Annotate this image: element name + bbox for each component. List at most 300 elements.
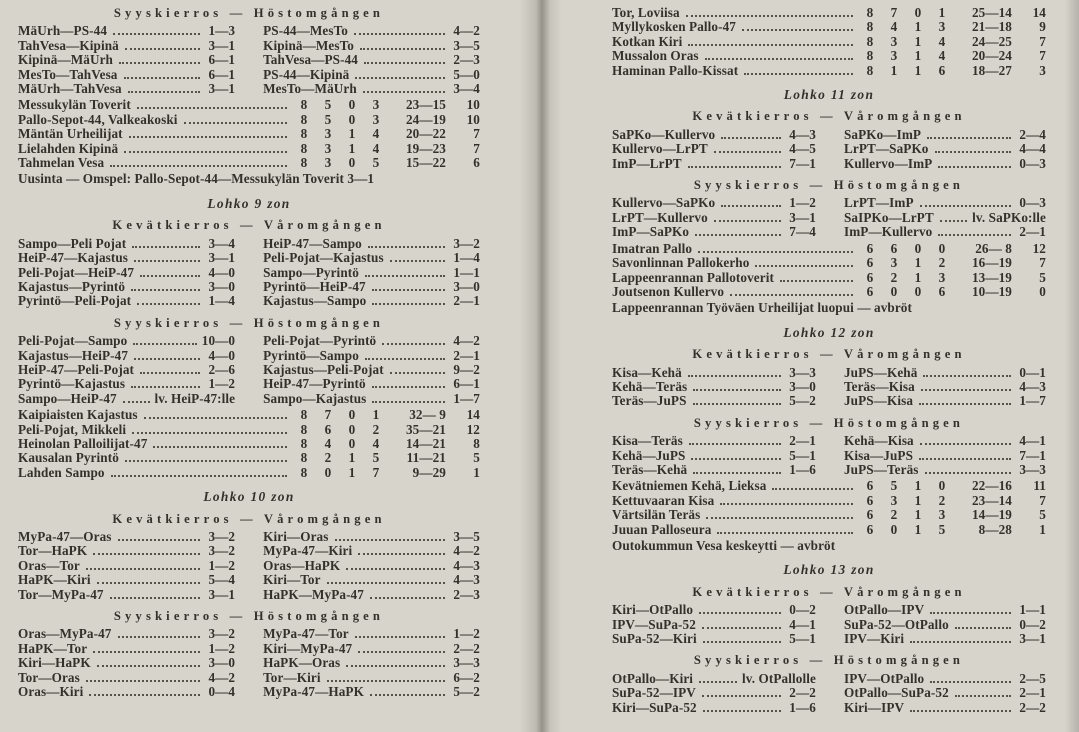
leader-dots — [714, 220, 781, 222]
match-list — [18, 530, 480, 602]
match-score: 2—4 — [1019, 126, 1046, 142]
stat-played: 6 — [866, 240, 874, 256]
stat-lost: 0 — [938, 240, 946, 256]
team-pair: Sampo—Peli Pojat — [18, 235, 127, 251]
leader-dots — [703, 710, 781, 712]
standings-row — [612, 494, 1046, 508]
stat-points: 12 — [1032, 240, 1046, 256]
match-row — [612, 618, 1046, 632]
round-header: Kevätkierros — Våromgången — [692, 109, 966, 124]
match-col-right — [263, 685, 480, 699]
zone-header: Lohko 12 zon — [783, 324, 875, 340]
match-score: 3—0 — [208, 278, 236, 294]
match-row — [18, 24, 480, 38]
leader-dots — [772, 488, 853, 490]
team-pair: Tor—Kiri — [263, 669, 321, 685]
leader-dots — [955, 695, 1011, 697]
team-pair: Kipinä—MesTo — [263, 37, 354, 53]
leader-dots — [354, 33, 445, 35]
stat-won: 6 — [890, 240, 898, 256]
stat-points: 7 — [1039, 255, 1046, 271]
match-row — [18, 280, 480, 294]
match-score: 1—3 — [208, 23, 236, 39]
team-pair: HeiP-47—Peli-Pojat — [18, 361, 135, 377]
leader-dots — [780, 280, 853, 282]
match-col-right — [263, 544, 480, 558]
match-list — [18, 24, 480, 96]
match-score: 2—6 — [208, 361, 236, 377]
stat-drawn: 0 — [914, 5, 922, 20]
match-list — [612, 128, 1046, 171]
match-score: 1—2 — [208, 640, 236, 656]
team-pair: LrPT—ImP — [843, 195, 914, 211]
stat-won: 3 — [324, 140, 332, 156]
match-col-right — [263, 627, 480, 641]
team-name: Lappeenrannan Pallotoverit — [612, 269, 774, 285]
match-score: 2—1 — [1019, 224, 1046, 240]
stat-points: 5 — [1039, 269, 1046, 285]
team-pair: Teräs—Kisa — [843, 378, 915, 394]
stat-lost: 2 — [938, 255, 946, 271]
team-pair: Peli-Pojat—HeiP-47 — [18, 264, 135, 280]
stat-lost: 4 — [938, 33, 946, 49]
leader-dots — [925, 472, 1012, 474]
leader-dots — [699, 612, 781, 614]
leader-dots — [97, 582, 200, 584]
match-col-left — [18, 82, 235, 96]
leader-dots — [355, 77, 445, 79]
match-row — [18, 627, 480, 641]
stat-lost: 5 — [372, 450, 380, 466]
stat-played: 8 — [300, 126, 308, 142]
match-score: 5—1 — [789, 447, 816, 463]
leader-dots — [920, 443, 1011, 445]
match-score: 1—2 — [453, 626, 480, 642]
stat-points: 10 — [466, 97, 480, 113]
stat-won: 3 — [890, 492, 898, 508]
match-col-left — [18, 334, 235, 348]
team-pair: Teräs—Kehä — [612, 461, 688, 477]
standings-row — [612, 64, 1046, 78]
team-pair: Kiri—SuPa-52 — [612, 699, 697, 715]
stat-lost: 3 — [938, 19, 946, 35]
team-pair: LrPT—Kullervo — [612, 209, 708, 225]
team-pair: Pyrintö—Kajastus — [18, 376, 126, 392]
match-col-right — [263, 392, 480, 406]
team-name: Lahden Sampo — [18, 464, 105, 480]
leader-dots — [930, 681, 1011, 683]
stat-goals: 21—18 — [971, 19, 1012, 35]
leader-dots — [137, 303, 200, 305]
leader-dots — [89, 694, 200, 696]
team-pair: LrPT—SaPKo — [843, 141, 929, 157]
stat-lost: 6 — [938, 62, 946, 78]
match-row — [18, 671, 480, 685]
round-header: Kevätkierros — Våromgången — [692, 584, 966, 599]
team-pair: SaPKo—ImP — [843, 126, 922, 142]
stat-won: 7 — [890, 5, 898, 20]
stat-lost: 7 — [372, 464, 380, 480]
match-score: 3—3 — [789, 364, 816, 380]
stat-played: 8 — [866, 48, 874, 64]
match-score: 6—1 — [208, 66, 236, 82]
stat-goals: 26— 8 — [975, 240, 1012, 256]
team-pair: Peli-Pojat—Kajastus — [263, 250, 384, 266]
leader-dots — [132, 432, 287, 434]
match-col-right — [844, 142, 1046, 156]
match-score: 2—3 — [453, 586, 480, 602]
match-score: 2—1 — [453, 293, 480, 309]
match-row — [18, 642, 480, 656]
match-score: 6—1 — [453, 376, 480, 392]
team-name: Messukylän Toverit — [18, 97, 131, 113]
match-col-left — [612, 225, 816, 239]
team-name: Heinolan Palloilijat-47 — [18, 435, 148, 451]
standings-row — [18, 423, 480, 437]
team-pair: SaPKo—Kullervo — [612, 126, 716, 142]
stat-points: 11 — [1033, 478, 1046, 494]
stat-points: 0 — [1039, 283, 1046, 299]
stat-lost: 5 — [938, 521, 946, 537]
stat-drawn: 1 — [914, 48, 922, 64]
match-row — [612, 225, 1046, 239]
match-row — [612, 434, 1046, 448]
zone-header: Lohko 9 zon — [207, 195, 291, 211]
match-row — [612, 366, 1046, 380]
team-pair: Kajastus—Sampo — [263, 293, 367, 309]
leader-dots — [688, 166, 781, 168]
team-pair: Kullervo—SaPKo — [612, 195, 716, 211]
team-name: Joutsenon Kullervo — [612, 283, 725, 299]
match-col-left — [18, 392, 235, 406]
leader-dots — [365, 275, 445, 277]
leader-dots — [364, 62, 445, 64]
team-name: Juuan Palloseura — [612, 521, 712, 537]
round-header: Syyskierros — Höstomgången — [693, 415, 965, 430]
leader-dots — [124, 151, 287, 153]
team-name: Kevätniemen Kehä, Lieksa — [612, 478, 767, 494]
match-col-left — [18, 530, 235, 544]
leader-dots — [184, 122, 287, 124]
stat-goals: 25—14 — [971, 5, 1012, 20]
match-score: 2—2 — [789, 685, 816, 701]
match-score: 4—5 — [789, 141, 816, 157]
match-score: 3—1 — [208, 250, 236, 266]
match-score: 3—5 — [453, 37, 480, 53]
match-score: lv. HeiP-47:lle — [154, 390, 236, 406]
team-name: Tor, Loviisa — [612, 5, 680, 20]
match-col-right — [263, 588, 480, 602]
stat-lost: 4 — [372, 435, 380, 451]
team-name: Kettuvaaran Kisa — [612, 492, 715, 508]
team-pair: Kajastus—Peli-Pojat — [263, 361, 384, 377]
stat-lost: 5 — [372, 155, 380, 171]
match-col-right — [263, 68, 480, 82]
match-score: 0—3 — [1019, 155, 1046, 171]
team-name: Myllykosken Pallo-47 — [612, 19, 736, 35]
leader-dots — [123, 401, 150, 403]
leader-dots — [390, 372, 445, 374]
match-row — [18, 544, 480, 558]
stat-played: 8 — [866, 5, 874, 20]
leader-dots — [346, 665, 445, 667]
stat-lost: 1 — [938, 5, 946, 20]
stat-won: 3 — [890, 48, 898, 64]
stat-drawn: 0 — [348, 97, 356, 113]
leader-dots — [140, 372, 200, 374]
stat-won: 3 — [890, 33, 898, 49]
match-col-left — [612, 686, 816, 700]
match-score: 1—7 — [1019, 393, 1046, 409]
team-pair: HaPK—Kiri — [18, 572, 91, 588]
leader-dots — [370, 694, 445, 696]
stat-drawn: 1 — [348, 464, 356, 480]
match-col-left — [612, 618, 816, 632]
stat-won: 5 — [324, 97, 332, 113]
team-pair: Oras—Tor — [18, 557, 80, 573]
match-row — [612, 128, 1046, 142]
match-col-right — [263, 377, 480, 391]
stat-lost: 2 — [372, 421, 380, 437]
leader-dots — [382, 343, 445, 345]
team-pair: Kiri—OtPallo — [612, 602, 694, 618]
team-pair: IPV—Kiri — [843, 631, 905, 647]
match-col-left — [18, 559, 235, 573]
match-score: 2—1 — [1019, 685, 1046, 701]
stat-played: 8 — [300, 97, 308, 113]
leader-dots — [125, 460, 287, 462]
match-score: 4—3 — [1019, 378, 1046, 394]
match-col-right — [263, 363, 480, 377]
leader-dots — [910, 641, 1011, 643]
standings-row — [18, 98, 480, 112]
stat-points: 12 — [466, 421, 480, 437]
round-header: Kevätkierros — Våromgången — [692, 347, 966, 362]
leader-dots — [363, 91, 445, 93]
leader-dots — [919, 458, 1011, 460]
round-header: Kevätkierros — Våromgången — [112, 511, 386, 526]
leader-dots — [370, 597, 445, 599]
match-col-right — [263, 642, 480, 656]
match-col-right — [844, 196, 1046, 210]
team-pair: Kisa—Teräs — [612, 433, 683, 449]
leader-dots — [730, 294, 853, 296]
standings-row — [612, 6, 1046, 20]
leader-dots — [97, 665, 200, 667]
match-score: 3—4 — [208, 235, 236, 251]
match-score: 1—2 — [789, 195, 816, 211]
standings-row — [18, 142, 480, 156]
stat-points: 7 — [1039, 492, 1046, 508]
team-pair: Kiri—Tor — [263, 572, 321, 588]
team-pair: JuPS—Teräs — [843, 461, 919, 477]
match-list — [612, 434, 1046, 477]
team-pair: Kehä—JuPS — [612, 447, 686, 463]
stat-played: 8 — [300, 421, 308, 437]
stat-goals: 8—28 — [978, 521, 1012, 537]
match-row — [612, 603, 1046, 617]
match-score: 4—1 — [789, 616, 816, 632]
leader-dots — [721, 205, 781, 207]
standings-row — [18, 127, 480, 141]
match-col-right — [263, 671, 480, 685]
match-col-left — [18, 251, 235, 265]
stat-played: 8 — [300, 450, 308, 466]
match-row — [612, 142, 1046, 156]
match-score: 1—7 — [453, 390, 480, 406]
match-score: 1—6 — [789, 461, 816, 477]
stat-drawn: 0 — [348, 111, 356, 127]
team-pair: MesTo—MäUrh — [263, 81, 357, 97]
match-score: 10—0 — [201, 333, 236, 349]
team-name: Tahmelan Vesa — [18, 155, 105, 171]
match-score: 7—1 — [1019, 447, 1046, 463]
leader-dots — [706, 517, 853, 519]
standings-table — [612, 6, 1046, 78]
team-pair: IPV—OtPallo — [843, 670, 925, 686]
match-col-left — [612, 434, 816, 448]
match-row — [612, 211, 1046, 225]
stat-points: 3 — [1039, 62, 1046, 78]
leader-dots — [705, 58, 853, 60]
match-col-left — [612, 366, 816, 380]
stat-won: 3 — [890, 255, 898, 271]
team-pair: Pyrintö—Peli-Pojat — [18, 293, 132, 309]
match-row — [18, 237, 480, 251]
leader-dots — [132, 246, 200, 248]
leader-dots — [111, 475, 287, 477]
team-pair: HeiP-47—Sampo — [263, 235, 362, 251]
match-col-right — [263, 24, 480, 38]
leader-dots — [955, 627, 1011, 629]
team-pair: Kajastus—Pyrintö — [18, 278, 126, 294]
leader-dots — [327, 582, 445, 584]
match-col-left — [612, 463, 816, 477]
stat-played: 6 — [866, 283, 874, 299]
stat-goals: 13—19 — [971, 269, 1012, 285]
stat-goals: 35—21 — [405, 421, 446, 437]
match-score: 6—1 — [208, 52, 236, 68]
match-col-left — [18, 588, 235, 602]
standings-row — [18, 156, 480, 170]
match-col-right — [844, 603, 1046, 617]
note-line: Lappeenrannan Työväen Urheilijat luopui — avbröt — [612, 300, 912, 316]
match-col-right — [844, 394, 1046, 408]
team-name: Kausalan Pyrintö — [18, 450, 119, 466]
stat-goals: 15—22 — [405, 155, 446, 171]
leader-dots — [702, 627, 781, 629]
team-pair: Sampo—Kajastus — [263, 390, 367, 406]
stat-drawn: 1 — [914, 269, 922, 285]
match-score: 7—1 — [789, 155, 816, 171]
leader-dots — [691, 458, 781, 460]
match-score: 0—1 — [1019, 364, 1046, 380]
stat-points: 14 — [1032, 5, 1046, 20]
match-row — [612, 701, 1046, 715]
match-col-right — [844, 463, 1046, 477]
round-header: Syyskierros — Höstomgången — [693, 653, 965, 668]
match-score: 4—3 — [789, 126, 816, 142]
stat-won: 4 — [890, 19, 898, 35]
stat-points: 5 — [473, 450, 480, 466]
team-name: Mussalon Oras — [612, 48, 699, 64]
leader-dots — [695, 234, 781, 236]
leader-dots — [940, 220, 967, 222]
team-pair: MyPa-47—HaPK — [263, 684, 364, 700]
standings-row — [612, 508, 1046, 522]
stat-won: 0 — [890, 283, 898, 299]
match-score: 2—1 — [453, 347, 480, 363]
standings-row — [18, 113, 480, 127]
match-col-left — [612, 603, 816, 617]
stat-won: 3 — [324, 155, 332, 171]
match-score: 1—2 — [208, 557, 236, 573]
team-name: Lielahden Kipinä — [18, 140, 119, 156]
match-score: 5—0 — [453, 66, 480, 82]
match-score: 1—1 — [453, 264, 480, 280]
stat-goals: 20—24 — [971, 48, 1012, 64]
match-row — [18, 266, 480, 280]
match-score: 3—1 — [1019, 631, 1046, 647]
page-edge-shadow — [1065, 0, 1079, 732]
leader-dots — [358, 553, 445, 555]
team-name: Pallo-Sepot-44, Valkeakoski — [18, 111, 178, 127]
match-score: 4—0 — [208, 347, 236, 363]
stat-drawn: 0 — [914, 283, 922, 299]
leader-dots — [688, 375, 781, 377]
match-col-left — [612, 196, 816, 210]
match-col-right — [263, 39, 480, 53]
match-col-left — [612, 672, 816, 686]
leader-dots — [693, 389, 781, 391]
team-pair: OtPallo—IPV — [843, 602, 925, 618]
match-col-left — [18, 237, 235, 251]
team-pair: Pyrintö—HeiP-47 — [263, 278, 366, 294]
stat-goals: 24—19 — [405, 111, 446, 127]
match-col-right — [263, 656, 480, 670]
team-pair: ImP—Kullervo — [843, 224, 933, 240]
match-row — [18, 573, 480, 587]
match-row — [18, 530, 480, 544]
leader-dots — [137, 107, 287, 109]
stat-lost: 3 — [938, 269, 946, 285]
match-col-right — [844, 672, 1046, 686]
team-pair: PS-44—Kipinä — [263, 66, 350, 82]
leader-dots — [128, 91, 200, 93]
team-pair: Kisa—Kehä — [612, 364, 682, 380]
match-row — [612, 449, 1046, 463]
leader-dots — [368, 246, 445, 248]
zone-header: Lohko 11 zon — [783, 87, 875, 103]
match-col-right — [844, 618, 1046, 632]
team-pair: Sampo—Pyrintö — [263, 264, 359, 280]
book-spine-shadow — [520, 0, 562, 732]
match-col-right — [844, 434, 1046, 448]
stat-points: 7 — [1039, 33, 1046, 49]
stat-played: 8 — [866, 33, 874, 49]
match-score: 3—2 — [208, 626, 236, 642]
match-row — [18, 334, 480, 348]
stat-drawn: 0 — [348, 435, 356, 451]
leader-dots — [930, 612, 1011, 614]
match-score: 4—0 — [208, 264, 236, 280]
standings-row — [18, 408, 480, 422]
stat-lost: 1 — [372, 407, 380, 423]
stat-won: 4 — [324, 435, 332, 451]
match-score: 0—2 — [789, 602, 816, 618]
match-col-left — [612, 142, 816, 156]
leader-dots — [124, 77, 201, 79]
